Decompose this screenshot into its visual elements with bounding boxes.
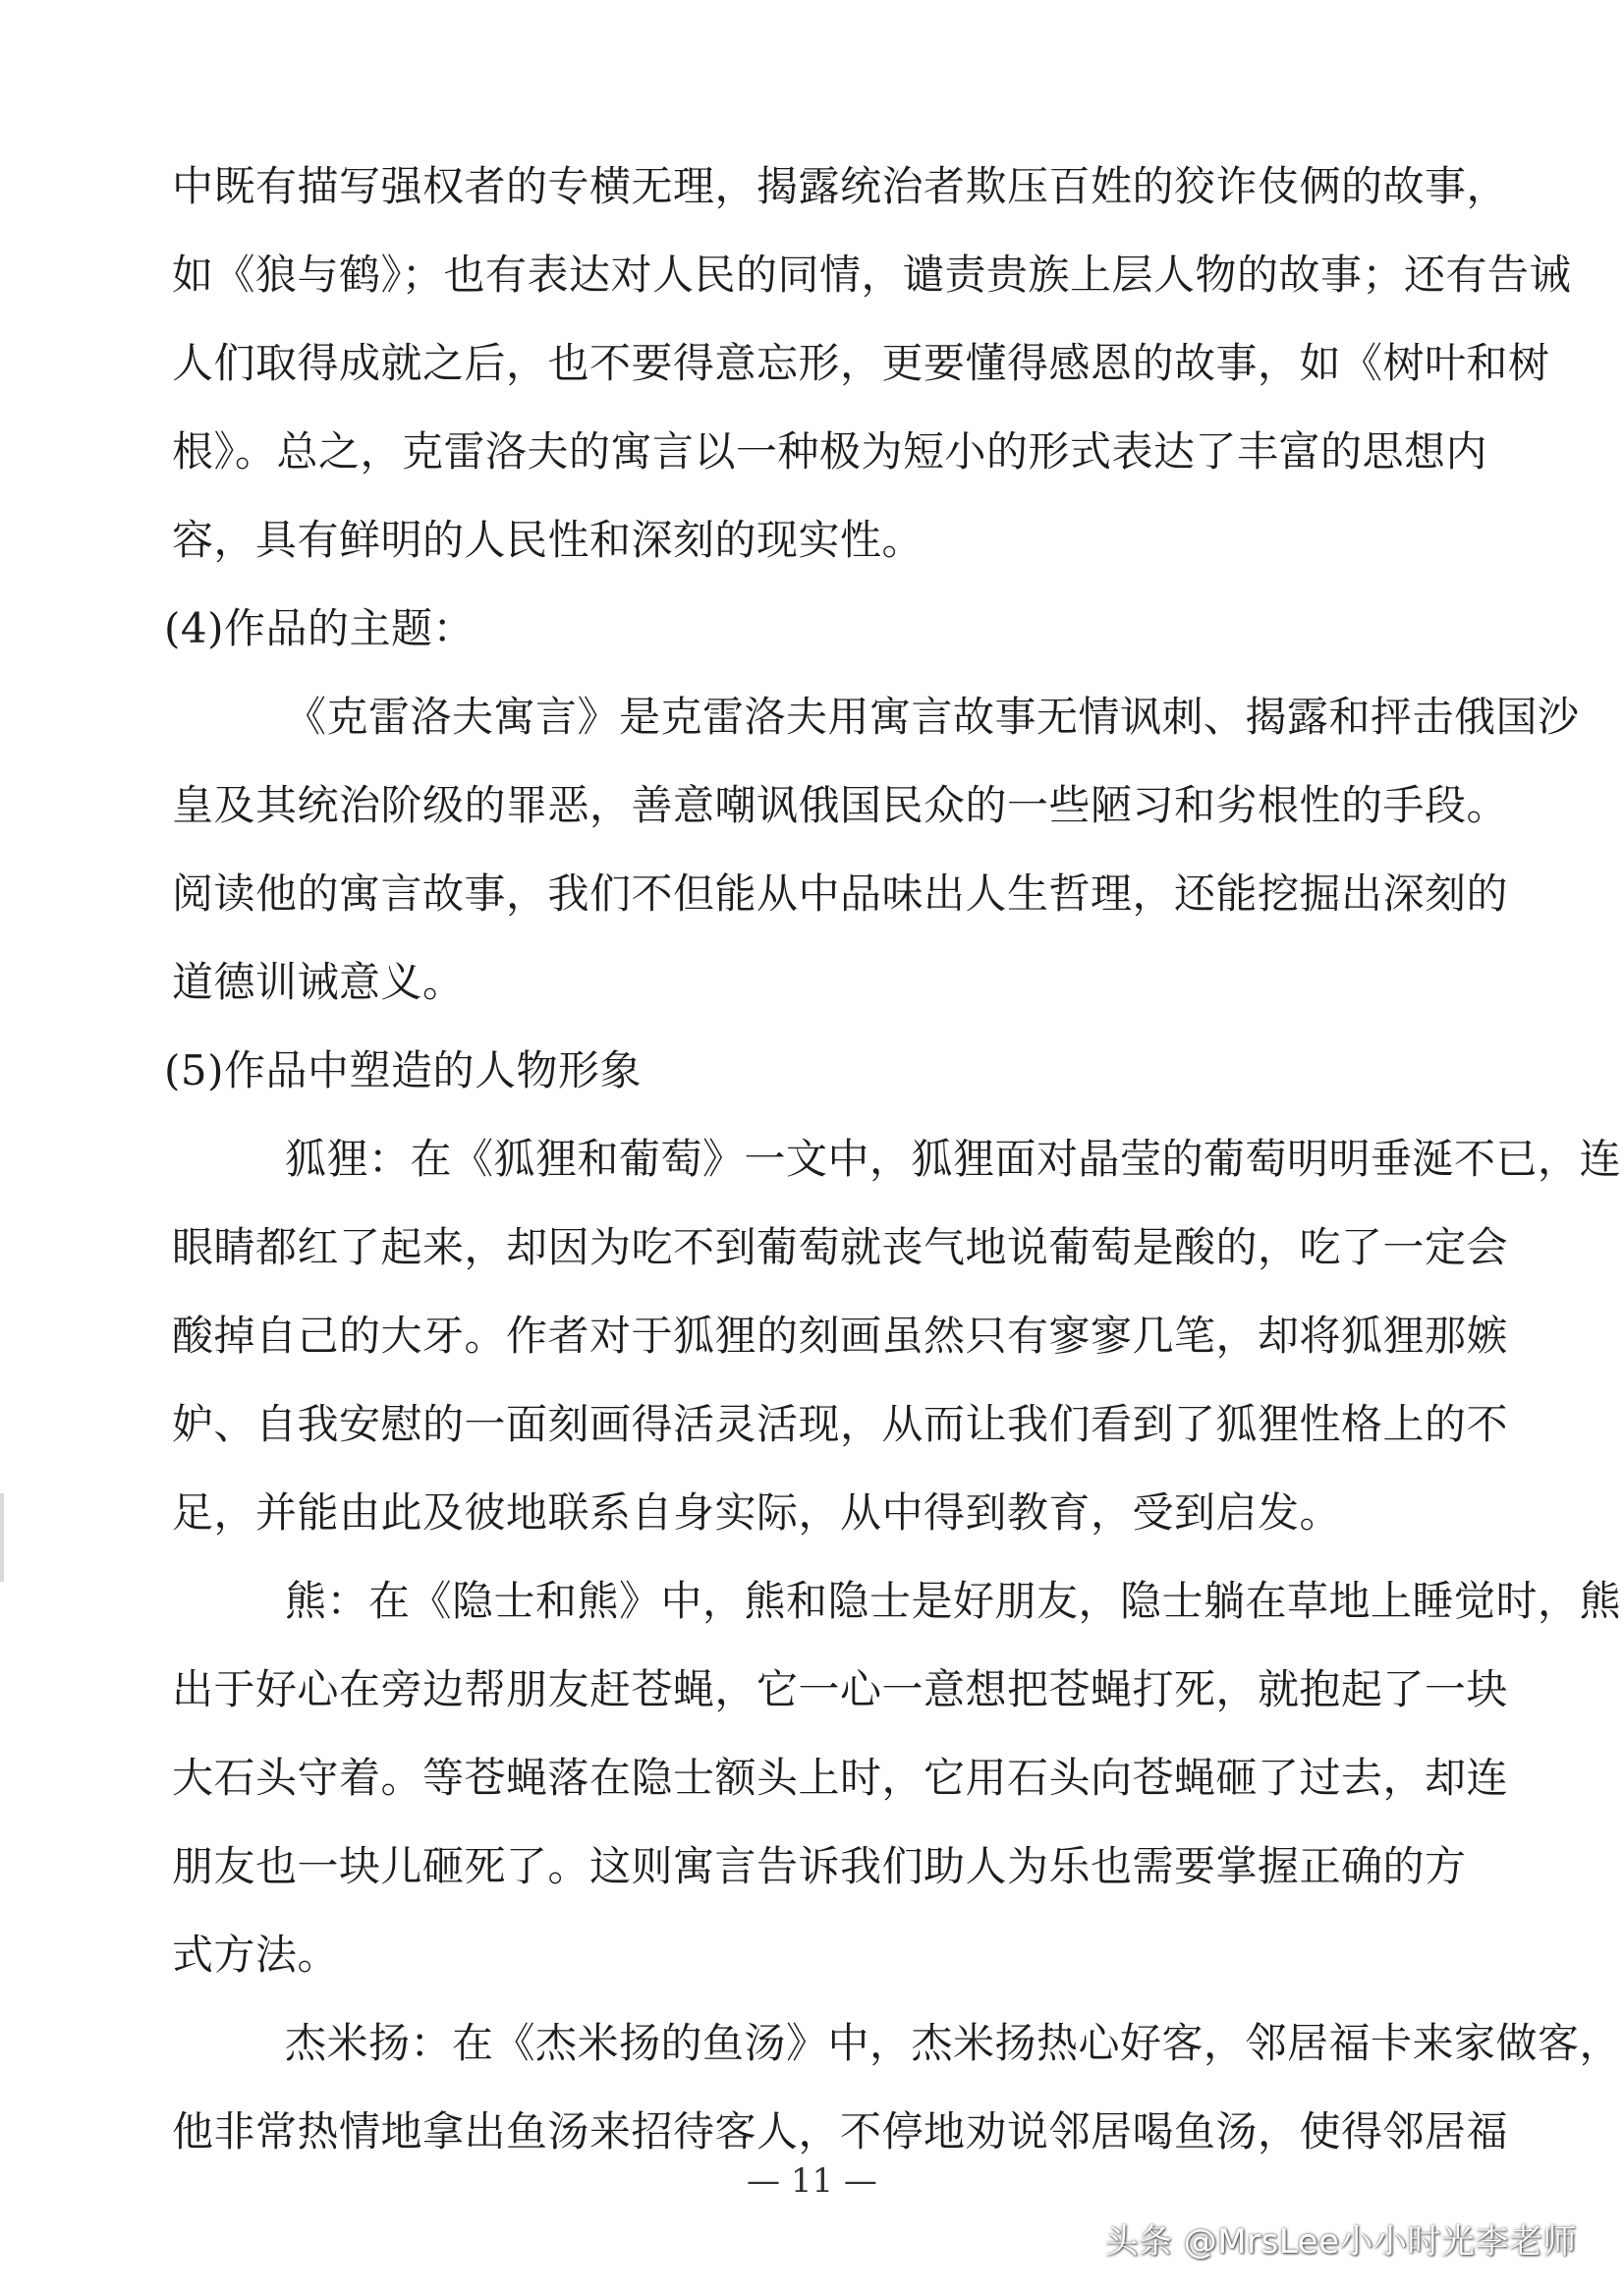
text-line: 人们取得成就之后，也不要得意忘形，更要懂得感恩的故事，如《树叶和树 xyxy=(172,339,1550,387)
page-content xyxy=(164,142,1622,2176)
fox-paragraph xyxy=(172,1115,1622,1557)
text-line: 他非常热情地拿出鱼汤来招待客人，不停地劝说邻居喝鱼汤，使得邻居福 xyxy=(172,2107,1509,2156)
text-line: 《克雷洛夫寓言》是克雷洛夫用寓言故事无情讽刺、揭露和抨击俄国沙 xyxy=(285,693,1580,741)
page-number: — 11 — xyxy=(747,2161,877,2201)
text-line: 如《狼与鹤》；也有表达对人民的同情，谴责贵族上层人物的故事；还有告诫 xyxy=(172,251,1572,299)
text-line: 眼睛都红了起来，却因为吃不到葡萄就丧气地说葡萄是酸的，吃了一定会 xyxy=(172,1223,1509,1271)
text-line: 酸掉自己的大牙。作者对于狐狸的刻画虽然只有寥寥几笔，却将狐狸那嫉 xyxy=(172,1312,1509,1360)
demyan-paragraph xyxy=(172,1999,1622,2176)
text-line: 容，具有鲜明的人民性和深刻的现实性。 xyxy=(172,516,924,564)
text-line: 狐狸：在《狐狸和葡萄》一文中，狐狸面对晶莹的葡萄明明垂涎不已，连 xyxy=(285,1135,1622,1183)
text-line: 妒、自我安慰的一面刻画得活灵活现，从而让我们看到了狐狸性格上的不 xyxy=(172,1400,1509,1448)
text-line: 阅读他的寓言故事，我们不但能从中品味出人生哲理，还能挖掘出深刻的 xyxy=(172,869,1509,918)
bear-paragraph xyxy=(172,1557,1622,1999)
watermark: 头条 @MrsLee小小时光李老师 xyxy=(1104,2222,1577,2262)
text-line: 道德训诫意义。 xyxy=(172,958,465,1006)
text-line: 式方法。 xyxy=(172,1931,340,1979)
text-line: 足，并能由此及彼地联系自身实际，从中得到教育，受到启发。 xyxy=(172,1488,1342,1537)
text-line: 朋友也一块儿砸死了。这则寓言告诉我们助人为乐也需要掌握正确的方 xyxy=(172,1842,1467,1890)
text-line: 根》。总之，克雷洛夫的寓言以一种极为短小的形式表达了丰富的思想内 xyxy=(172,427,1488,476)
text-line: 皇及其统治阶级的罪恶，善意嘲讽俄国民众的一些陋习和劣根性的手段。 xyxy=(172,781,1509,829)
text-line: 中既有描写强权者的专横无理，揭露统治者欺压百姓的狡诈伎俩的故事， xyxy=(172,162,1509,210)
scan-edge-mark xyxy=(0,1493,4,1582)
text-line: 熊：在《隐士和熊》中，熊和隐士是好朋友，隐士躺在草地上睡觉时，熊 xyxy=(285,1577,1622,1625)
text-line: 出于好心在旁边帮朋友赶苍蝇，它一心一意想把苍蝇打死，就抱起了一块 xyxy=(172,1665,1509,1713)
theme-paragraph xyxy=(172,673,1580,1027)
section-heading-characters: (5)作品中塑造的人物形象 xyxy=(164,1046,642,1094)
paragraph-continuation xyxy=(172,142,1572,585)
text-line: 大石头守着。等苍蝇落在隐士额头上时，它用石头向苍蝇砸了过去，却连 xyxy=(172,1754,1509,1802)
section-heading-theme: (4)作品的主题： xyxy=(164,604,475,652)
text-line: 杰米扬：在《杰米扬的鱼汤》中，杰米扬热心好客，邻居福卡来家做客， xyxy=(285,2019,1622,2067)
